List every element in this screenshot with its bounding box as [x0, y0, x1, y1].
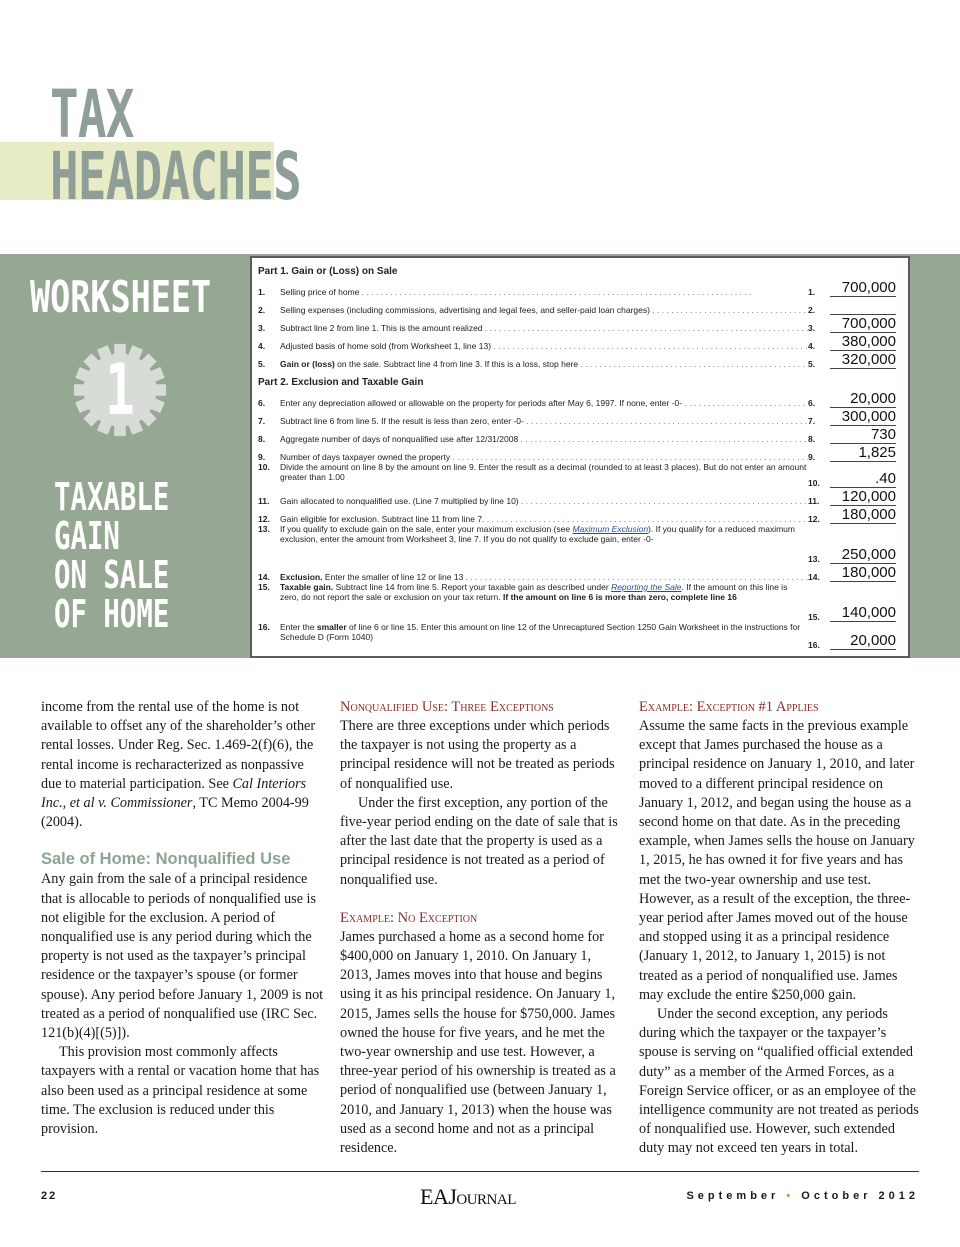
section-heading: Example: Exception #1 Applies	[639, 699, 819, 715]
paragraph: Assume the same facts in the previous example except that James purchased the house as a principal residence on January 1, 2010, and later moved to a different principal residence on January 1, 2012, and began using the house as a second home on that date. As in the preceding example, when James sells the house on January 1, 2015, he has owned it for five years and has met the two-year ownership and use test. However, as a result of the exception, the three-year period after James moved out of the house and stopped using it as a principal residence (January 1, 2012, to January 1, 2015) is not treated as a period of nonqualified use. James may exclude the entire $250,000 gain.	[639, 718, 915, 1003]
form-row-2	[258, 297, 896, 315]
row-description: Gain eligible for exclusion. Subtract line 11 from line 7. . . .	[280, 514, 808, 524]
form-row-11	[258, 488, 896, 506]
article-column-2	[340, 698, 624, 1158]
issue-date: September • October 2012	[686, 1190, 919, 1202]
row-description: Taxable gain. Subtract line 14 from line 5. Report your taxable gain as described under Reporting the Sale. If the amount on this line is zero, do not report the sale or exclusion on your tax return. If the amount on line 6 is more than zero, complete line 16	[280, 582, 788, 602]
row-description: Subtract line 6 from line 5. If the result is less than zero, enter -0- . . .	[280, 416, 808, 426]
worksheet-title: WORKSHEET	[30, 272, 212, 323]
row-line-ref: 12.	[808, 514, 820, 524]
row-number: 1.	[258, 287, 266, 297]
form-row-9	[258, 444, 896, 462]
row-amount: 20,000	[830, 633, 896, 650]
form-row-16	[258, 622, 896, 650]
part2-title: Part 2. Exclusion and Taxable Gain	[258, 377, 424, 388]
section-heading: Sale of Home: Nonqualified Use	[41, 850, 291, 869]
reporting-the-sale-link[interactable]: Reporting the Sale	[611, 582, 682, 592]
row-line-ref: 5.	[808, 359, 816, 369]
row-amount: 120,000	[830, 489, 896, 506]
row-line-ref: 10.	[808, 478, 820, 488]
form-row-10	[258, 462, 896, 488]
row-line-ref: 8.	[808, 434, 816, 444]
row-description: Exclusion. Enter the smaller of line 12 or line 13 . . .	[280, 572, 808, 582]
subtitle-line: OF HOME	[54, 592, 170, 636]
row-number: 5.	[258, 359, 266, 369]
form-row-13	[258, 524, 896, 564]
row-line-ref: 13.	[808, 554, 820, 564]
page-number: 22	[41, 1190, 58, 1202]
paragraph: income from the rental use of the home is not available to offset any of the shareholder’s other rental losses. Under Reg. Sec. 1.469-2(f)(6), the rental income is recharacterized as nonpassive due to material participation. See Cal Interiors Inc., et al v. Commissioner, TC Memo 2004-99 (2004).	[41, 699, 316, 831]
row-description: Selling price of home . . .	[280, 287, 808, 297]
subtitle-line: ON SALE	[54, 553, 170, 597]
part1-title: Part 1. Gain or (Loss) on Sale	[258, 266, 398, 277]
row-description: Divide the amount on line 8 by the amount on line 9. Enter the result as a decimal (rounded to at least 3 places). But do not enter an amount greater than 1.00	[280, 462, 807, 482]
paragraph: Under the second exception, any periods during which the taxpayer or the taxpayer’s spouse is serving on “qualified official extended duty” as a member of the Armed Forces, as a Foreign Service officer, or as an employee of the intelligence community are not treated as periods of nonqualified use. However, such extended duty may not exceed ten years in total.	[639, 1006, 919, 1157]
row-amount: 700,000	[830, 316, 896, 333]
form-row-4	[258, 333, 896, 351]
row-number: 4.	[258, 341, 266, 351]
row-number: 12.	[258, 514, 270, 524]
row-description: Gain allocated to nonqualified use. (Line 7 multiplied by line 10) . . .	[280, 496, 808, 506]
row-amount: 180,000	[830, 507, 896, 524]
row-amount: 730	[830, 427, 896, 444]
article-column-1	[41, 698, 325, 1139]
row-description: Subtract line 2 from line 1. This is the amount realized . . .	[280, 323, 808, 333]
paragraph: Any gain from the sale of a principal residence that is allocable to periods of nonqualified use is not eligible for the exclusion. A period of nonqualified use is any period during which the property is not used as the taxpayer’s principal residence or the taxpayer’s spouse (or former spouse). Any period before January 1, 2009 is not treated as a period of nonqualified use (IRC Sec. 121(b)(4)[(5)]).	[41, 871, 324, 1042]
row-number: 8.	[258, 434, 266, 444]
form-row-6	[258, 390, 896, 408]
row-number: 14.	[258, 572, 270, 582]
form-row-12	[258, 506, 896, 524]
row-number: 16.	[258, 622, 270, 632]
form-row-3	[258, 315, 896, 333]
form-row-1	[258, 279, 896, 297]
row-description: Enter the smaller of line 6 or line 15. Enter this amount on line 12 of the Unrecaptured Section 1250 Gain Worksheet in the instructions for Schedule D (Form 1040)	[280, 622, 801, 642]
form-row-15	[258, 582, 896, 622]
row-line-ref: 3.	[808, 323, 816, 333]
row-description: Adjusted basis of home sold (from Worksheet 1, line 13) . . .	[280, 341, 808, 351]
masthead-line-1: TAX	[50, 76, 134, 153]
row-number: 6.	[258, 398, 266, 408]
row-amount: 700,000	[830, 280, 896, 297]
row-line-ref: 16.	[808, 640, 820, 650]
row-line-ref: 2.	[808, 305, 816, 315]
masthead	[0, 76, 302, 222]
form-row-5	[258, 351, 896, 369]
form-row-7	[258, 408, 896, 426]
row-description: Enter any depreciation allowed or allowable on the property for periods after May 6, 1997. If none, enter -0- . . .	[280, 398, 808, 408]
paragraph: This provision most commonly affects taxpayers with a rental or vacation home that has also been used as a principal residence at some time. The exclusion is reduced under this provision.	[41, 1044, 320, 1138]
row-number: 15.	[258, 582, 270, 592]
article-column-3	[639, 698, 923, 1159]
section-heading: Nonqualified Use: Three Exceptions	[340, 699, 554, 715]
subtitle-line: GAIN	[54, 514, 120, 558]
row-line-ref: 15.	[808, 612, 820, 622]
row-line-ref: 4.	[808, 341, 816, 351]
row-amount: 180,000	[830, 565, 896, 582]
row-amount: 1,825	[830, 445, 896, 462]
paragraph: There are three exceptions under which periods the taxpayer is not using the property as a principal residence will not be treated as periods of nonqualified use.	[340, 718, 615, 792]
row-amount: .40	[830, 471, 896, 488]
row-line-ref: 6.	[808, 398, 816, 408]
row-line-ref: 11.	[808, 496, 820, 506]
worksheet-form	[250, 256, 910, 658]
form-row-14	[258, 564, 896, 582]
row-line-ref: 14.	[808, 572, 820, 582]
row-number: 2.	[258, 305, 266, 315]
case-citation: Cal Interiors Inc., et al v. Commissioner	[41, 775, 307, 812]
worksheet-number: 1	[105, 349, 135, 431]
row-amount: 300,000	[830, 409, 896, 426]
row-line-ref: 7.	[808, 416, 816, 426]
form-row-8	[258, 426, 896, 444]
row-description: Aggregate number of days of nonqualified use after 12/31/2008 . . .	[280, 434, 808, 444]
paragraph: James purchased a home as a second home for $400,000 on January 1, 2010. On January 1, 2013, James moves into that house and begins using it as his principal residence. On January 1, 2015, James sells the house for $750,000. James owned the house for five years, and he met the two-year ownership and use test. However, a three-year period of his ownership is treated as a period of nonqualified use (between January 1, 2010, and January 1, 2013) when the house was used as a second home and not as a principal residence.	[340, 928, 616, 1157]
row-description: Gain or (loss) on the sale. Subtract line 4 from line 3. If this is a loss, stop here . . .	[280, 359, 808, 369]
row-amount: 140,000	[830, 605, 896, 622]
worksheet-subtitle	[54, 475, 227, 636]
row-amount: 250,000	[830, 547, 896, 564]
row-number: 10.	[258, 462, 270, 472]
paragraph: Under the first exception, any portion of the five-year period ending on the date of sale that is after the last date that the property is used as a principal residence is not treated as a period of nonqualified use.	[340, 794, 618, 888]
row-description: If you qualify to exclude gain on the sale, enter your maximum exclusion (see Maximum Exclusion). If you qualify for a reduced maximum exclusion, enter the amount from Worksheet 3, line 7. If you do not qualify to exclude gain, enter -0-	[280, 524, 795, 544]
row-line-ref: 9.	[808, 452, 816, 462]
subtitle-line: TAXABLE	[54, 475, 170, 519]
maximum-exclusion-link[interactable]: Maximum Exclusion	[572, 524, 649, 534]
row-number: 7.	[258, 416, 266, 426]
footer-rule	[41, 1171, 919, 1172]
row-number: 3.	[258, 323, 266, 333]
row-line-ref: 1.	[808, 287, 816, 297]
row-amount: 380,000	[830, 334, 896, 351]
row-number: 13.	[258, 524, 270, 534]
row-amount: 20,000	[830, 391, 896, 408]
row-description: Selling expenses (including commissions, advertising and legal fees, and seller-paid loan charges) . . .	[280, 305, 808, 315]
section-heading: Example: No Exception	[340, 909, 478, 926]
row-description: Number of days taxpayer owned the property . . .	[280, 452, 808, 462]
journal-logo: EAJournal	[420, 1184, 516, 1209]
masthead-line-2: HEADACHES	[50, 138, 302, 215]
row-amount: 320,000	[830, 352, 896, 369]
row-number: 11.	[258, 496, 270, 506]
row-number: 9.	[258, 452, 266, 462]
